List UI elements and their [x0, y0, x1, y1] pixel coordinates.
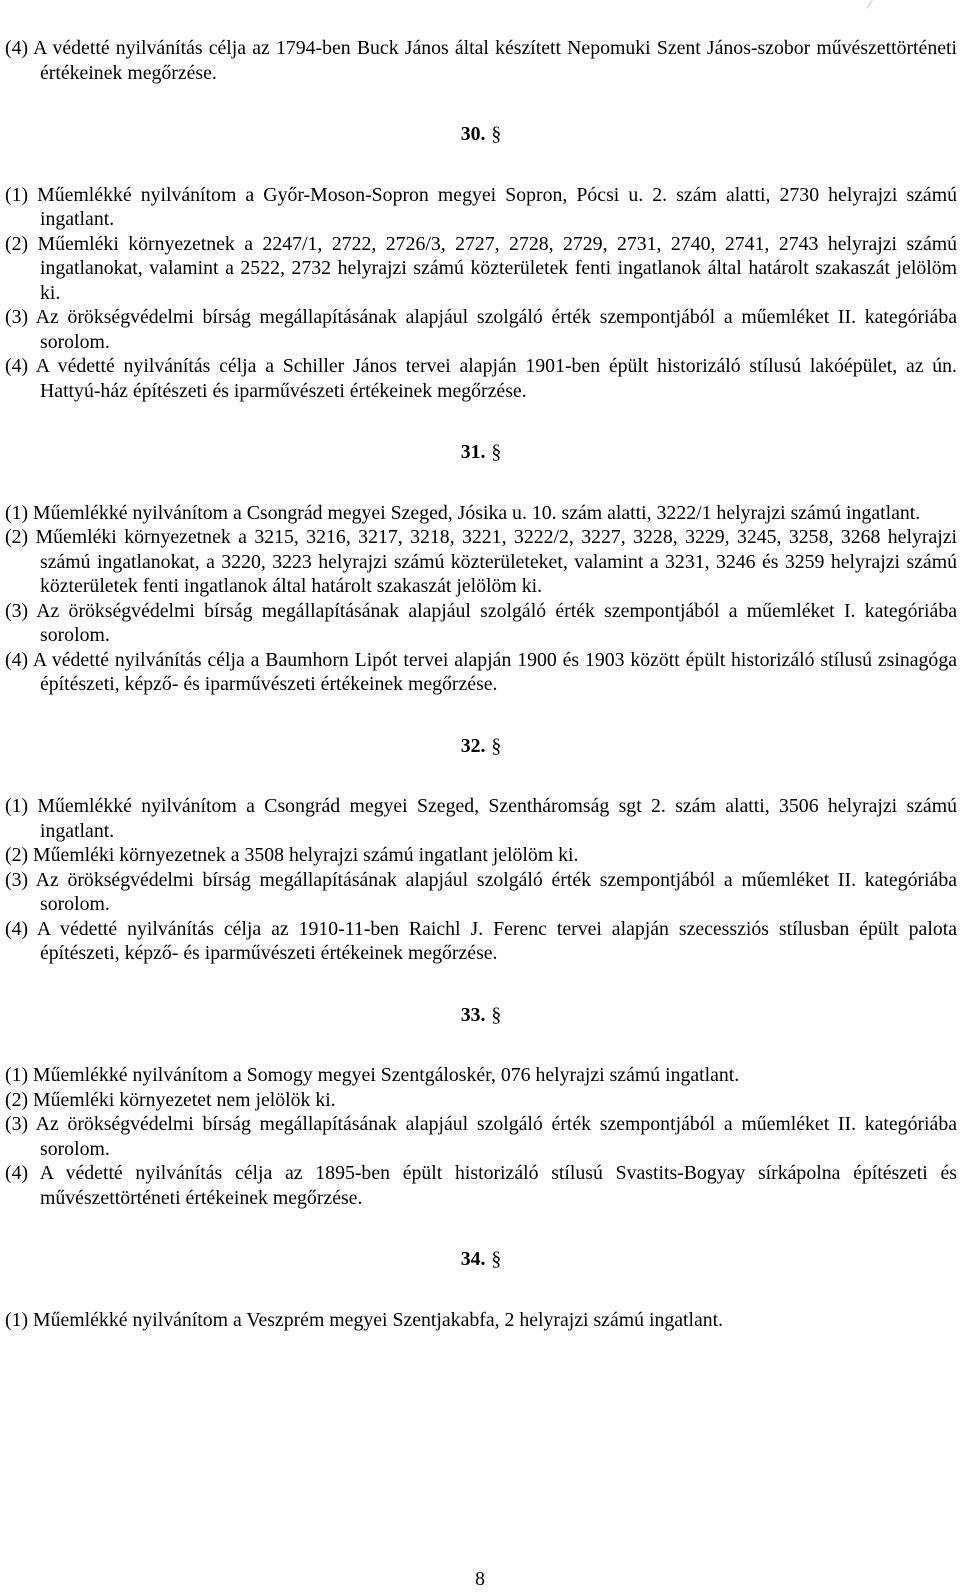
section-32-paragraph-2: (2) Műemléki környezetnek a 3508 helyrajzi számú ingatlant jelölöm ki. — [5, 844, 579, 866]
section-30-paragraph-1: (1) Műemlékké nyilvánítom a Győr-Moson-Sopron megyei Sopron, Pócsi u. 2. szám alatti, 2730 helyrajzi számú ingatlant. — [5, 183, 957, 230]
section-33-number: 33. — [460, 1003, 486, 1026]
section-31-heading — [5, 440, 957, 465]
section-symbol: § — [491, 1248, 502, 1270]
section-symbol: § — [491, 441, 502, 463]
section-29-paragraph-4: (4) A védetté nyilvánítás célja az 1794-ben Buck János által készített Nepomuki Szent János-szobor művészettörténeti értékeinek megőrzése. — [5, 37, 957, 84]
section-33-paragraph-2: (2) Műemléki környezetet nem jelölök ki. — [5, 1088, 336, 1111]
section-31-paragraph-4: (4) A védetté nyilvánítás célja a Baumhorn Lipót tervei alapján 1900 és 1903 között épült historizáló stílusú zsinagóga építészeti, képző- és iparművészeti értékeinek megőrzése. — [5, 648, 957, 695]
section-symbol: § — [491, 1003, 502, 1026]
scan-mark — [866, 0, 873, 9]
section-30-heading — [5, 122, 957, 147]
section-32-paragraph-3: (3) Az örökségvédelmi bírság megállapításának alapjául szolgáló érték szempontjából a műemléket II. kategóriába sorolom. — [5, 868, 957, 915]
section-32-paragraph-1: (1) Műemlékké nyilvánítom a Csongrád megyei Szeged, Szentháromság sgt 2. szám alatti, 3506 helyrajzi számú ingatlant. — [5, 795, 957, 842]
section-33-paragraph-4: (4) A védetté nyilvánítás célja az 1895-ben épült historizáló stílusú Svastits-Bogyay sírkápolna építészeti és művészettörténeti értékeinek megőrzése. — [5, 1162, 957, 1209]
section-31-paragraph-2: (2) Műemléki környezetnek a 3215, 3216, 3217, 3218, 3221, 3222/2, 3227, 3228, 3229, 3245, 3258, 3268 helyrajzi számú ingatlanokat, a 3220, 3223 helyrajzi számú közterületeket, valamint a 3231, 3246 és 3259 helyrajzi számú közterületek fenti ingatlanok által határolt szakaszát jelölöm ki. — [5, 526, 957, 597]
section-33-paragraph-1: (1) Műemlékké nyilvánítom a Somogy megyei Szentgáloskér, 076 helyrajzi számú ingatlant. — [5, 1064, 740, 1086]
section-symbol: § — [491, 734, 502, 757]
section-32-heading — [5, 734, 957, 759]
section-31-number: 31. — [460, 441, 486, 463]
section-31-paragraph-3: (3) Az örökségvédelmi bírság megállapításának alapjául szolgáló érték szempontjából a műemléket I. kategóriába sorolom. — [5, 599, 957, 646]
section-34-paragraph-1: (1) Műemlékké nyilvánítom a Veszprém megyei Szentjakabfa, 2 helyrajzi számú ingatlant. — [5, 1308, 724, 1331]
section-30-paragraph-4: (4) A védetté nyilvánítás célja a Schiller János tervei alapján 1901-ben épült historizáló stílusú lakóépület, az ún. Hattyú-ház építészeti és iparművészeti értékeinek megőrzése. — [5, 355, 957, 402]
section-32-paragraph-4: (4) A védetté nyilvánítás célja az 1910-11-ben Raichl J. Ferenc tervei alapján szecessziós stílusban épült palota építészeti, képző- és iparművészeti értékeinek megőrzése. — [5, 917, 957, 964]
document-body — [5, 36, 957, 1332]
section-30-paragraph-2: (2) Műemléki környezetnek a 2247/1, 2722, 2726/3, 2727, 2728, 2729, 2731, 2740, 2741, 2743 helyrajzi számú ingatlanokat, valamint a 2522, 2732 helyrajzi számú közterületek fenti ingatlanok által határolt szakaszát jelölöm ki. — [5, 232, 957, 304]
section-30-paragraph-3: (3) Az örökségvédelmi bírság megállapításának alapjául szolgáló érték szempontjából a műemléket II. kategóriába sorolom. — [5, 306, 957, 353]
section-symbol: § — [491, 123, 502, 145]
section-34-number: 34. — [460, 1248, 486, 1270]
section-32-number: 32. — [460, 734, 486, 757]
section-33-heading — [5, 1003, 957, 1028]
section-33-paragraph-3: (3) Az örökségvédelmi bírság megállapításának alapjául szolgáló érték szempontjából a műemléket II. kategóriába sorolom. — [5, 1113, 957, 1160]
page-number: 8 — [475, 1568, 485, 1590]
section-34-heading — [5, 1247, 957, 1272]
section-30-number: 30. — [460, 123, 486, 145]
section-31-paragraph-1: (1) Műemlékké nyilvánítom a Csongrád megyei Szeged, Jósika u. 10. szám alatti, 3222/1 helyrajzi számú ingatlant. — [5, 501, 921, 524]
